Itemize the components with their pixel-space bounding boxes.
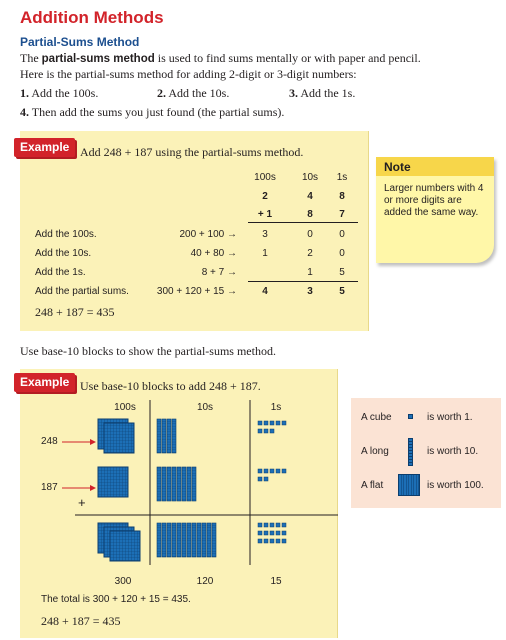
longs-total — [157, 523, 216, 557]
flat-187 — [98, 467, 128, 497]
ex1-header-100s: 100s — [254, 172, 276, 183]
example1-badge: Example — [14, 138, 75, 157]
ex2-plus-sign: + — [78, 495, 86, 510]
ex1-addend2-10s: 8 — [307, 209, 313, 220]
legend-long-label: A long — [361, 446, 389, 457]
example2-prompt: Use base-10 blocks to add 248 + 187. — [80, 379, 261, 393]
ex2-result: 248 + 187 = 435 — [41, 614, 121, 628]
ex1-row3-label: Add the 1s. — [35, 267, 86, 278]
note-text: Larger numbers with 4 or more digits are added the same way. — [384, 183, 484, 218]
legend-flat-label: A flat — [361, 480, 384, 491]
ex1-row1-1s: 0 — [339, 229, 345, 240]
flats-total — [98, 523, 140, 561]
flat-icon — [398, 474, 420, 496]
example2-badge: Example — [14, 373, 75, 392]
ex1-row4-10s: 3 — [307, 286, 313, 297]
ex1-addend1-10s: 4 — [307, 191, 313, 202]
base10-legend — [351, 398, 501, 508]
step-3: 3. Add the 1s. — [289, 86, 356, 100]
ex1-row2-1s: 0 — [339, 248, 345, 259]
ex1-row4-label: Add the partial sums. — [35, 286, 129, 297]
ex1-row2-10s: 2 — [307, 248, 313, 259]
step-1: 1. Add the 100s. — [20, 86, 99, 100]
ex2-total-1s: 15 — [270, 576, 282, 587]
ex1-row2-label: Add the 10s. — [35, 248, 92, 259]
intro-lead: The — [20, 51, 42, 65]
ex1-addend1-1s: 8 — [339, 191, 345, 202]
step-4: 4. Then add the sums you just found (the partial sums). — [20, 105, 285, 119]
cubes-total — [258, 523, 286, 543]
ex2-total-10s: 120 — [196, 576, 214, 587]
ex2-header-100s: 100s — [114, 402, 136, 413]
long-icon — [408, 438, 413, 466]
step-2: 2. Add the 10s. — [157, 86, 230, 100]
example1-prompt: Add 248 + 187 using the partial-sums method. — [80, 145, 304, 159]
ex1-header-1s: 1s — [336, 172, 348, 183]
legend-cube-value: is worth 1. — [427, 412, 473, 423]
ex1-sum-rule — [248, 222, 358, 223]
ex1-header-10s: 10s — [301, 172, 319, 183]
ex1-addend2-1s: 7 — [339, 209, 345, 220]
ex2-label-248: 248 — [41, 436, 58, 447]
longs-248 — [157, 419, 176, 453]
ex2-label-187: 187 — [41, 482, 58, 493]
ex1-row4-100s: 4 — [262, 286, 268, 297]
ex1-addend2-100s: + 1 — [257, 209, 273, 220]
ex1-row2-100s: 1 — [262, 248, 268, 259]
base10-blocks-diagram — [20, 395, 338, 585]
ex1-addend1-100s: 2 — [262, 191, 268, 202]
page-title: Addition Methods — [20, 8, 164, 27]
cube-icon — [408, 414, 413, 419]
legend-cube-label: A cube — [361, 412, 392, 423]
cubes-248 — [258, 421, 286, 433]
ex1-row4-1s: 5 — [339, 286, 345, 297]
ex2-total-100s: 300 — [114, 576, 132, 587]
base10-intro: Use base-10 blocks to show the partial-sums method. — [20, 344, 276, 358]
ex1-row1-label: Add the 100s. — [35, 229, 97, 240]
legend-long-value: is worth 10. — [427, 446, 479, 457]
longs-187 — [157, 467, 196, 501]
ex1-row3-10s: 1 — [307, 267, 313, 278]
ex1-row3-calc: 8 + 7 → — [201, 267, 237, 278]
intro-term: partial-sums method — [41, 53, 155, 65]
ex1-row1-10s: 0 — [307, 229, 313, 240]
ex1-row1-100s: 3 — [262, 229, 268, 240]
flats-248 — [98, 419, 134, 453]
ex2-header-1s: 1s — [270, 402, 282, 413]
ex1-row2-calc: 40 + 80 → — [190, 248, 237, 259]
ex1-result: 248 + 187 = 435 — [35, 305, 115, 319]
intro-rest: is used to find sums mentally or with paper and pencil. Here is the partial-sums method for adding 2-digit or 3-digit numbers: — [20, 51, 421, 81]
ex1-partial-rule — [248, 281, 358, 282]
intro-paragraph — [20, 51, 440, 82]
note-title: Note — [384, 160, 411, 174]
ex1-row3-1s: 5 — [339, 267, 345, 278]
ex2-header-10s: 10s — [196, 402, 214, 413]
legend-flat-value: is worth 100. — [427, 480, 484, 491]
ex1-row4-calc: 300 + 120 + 15 → — [156, 286, 237, 297]
section-subhead: Partial-Sums Method — [20, 35, 140, 49]
note-card — [376, 157, 494, 263]
ex2-total-line: The total is 300 + 120 + 15 = 435. — [41, 594, 191, 605]
cubes-187 — [258, 469, 286, 481]
ex1-row1-calc: 200 + 100 → — [179, 229, 237, 240]
